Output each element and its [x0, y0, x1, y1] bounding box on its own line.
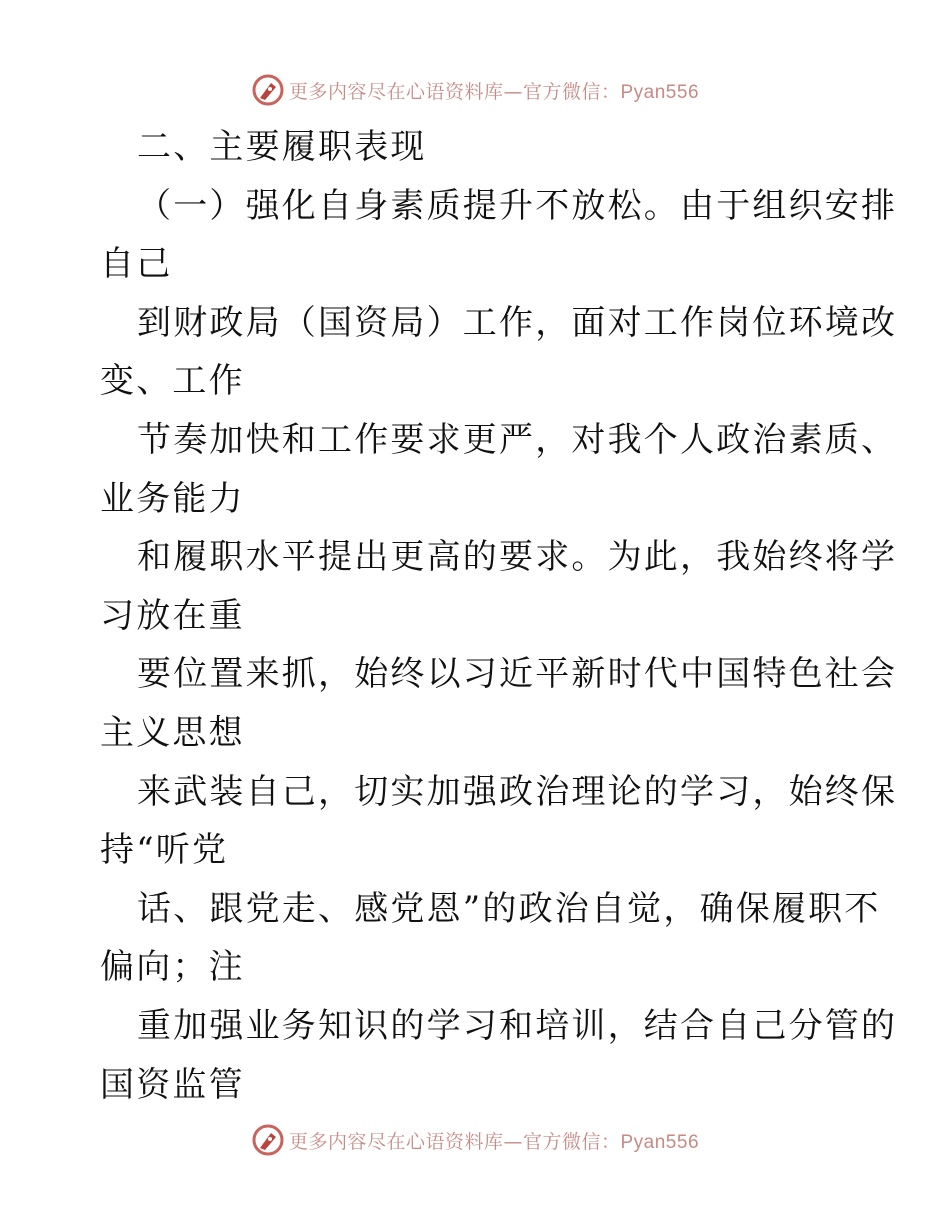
text-line: 国资监管: [100, 1064, 245, 1105]
text-line: 话、跟党走、感党恩”的政治自觉，确保履职不: [137, 888, 881, 929]
text-line: 主义思想: [100, 712, 245, 753]
pen-nib-circle-icon: [251, 1123, 285, 1157]
text-line: 重加强业务知识的学习和培训，结合自己分管的: [137, 1005, 898, 1046]
text-line: 到财政局（国资局）工作，面对工作岗位环境改: [137, 302, 898, 343]
text-line: 变、工作: [100, 361, 245, 402]
document-body: [100, 118, 898, 1114]
watermark-text: 更多内容尽在心语资料库—官方微信：: [288, 80, 621, 103]
text-line: （一）强化自身素质提升不放松。由于组织安排: [137, 185, 898, 226]
footer-watermark: [0, 1120, 950, 1160]
text-line: 持“听党: [100, 830, 229, 871]
text-line: 自己: [100, 244, 173, 285]
text-line: 节奏加快和工作要求更严，对我个人政治素质、: [137, 419, 898, 460]
text-line: 和履职水平提出更高的要求。为此，我始终将学: [137, 537, 898, 578]
text-line: 要位置来抓，始终以习近平新时代中国特色社会: [137, 654, 898, 695]
text-line: 偏向；注: [100, 947, 245, 988]
text-line: 业务能力: [100, 478, 245, 519]
header-watermark: [0, 70, 950, 110]
text-line: 二、主要履职表现: [137, 127, 427, 167]
watermark-text: 更多内容尽在心语资料库—官方微信：: [288, 1130, 621, 1153]
watermark-id: Pyan556: [620, 1131, 700, 1153]
text-line: 来武装自己，切实加强政治理论的学习，始终保: [137, 771, 898, 812]
watermark-id: Pyan556: [620, 81, 700, 103]
pen-nib-circle-icon: [251, 73, 285, 107]
text-line: 习放在重: [100, 595, 245, 636]
